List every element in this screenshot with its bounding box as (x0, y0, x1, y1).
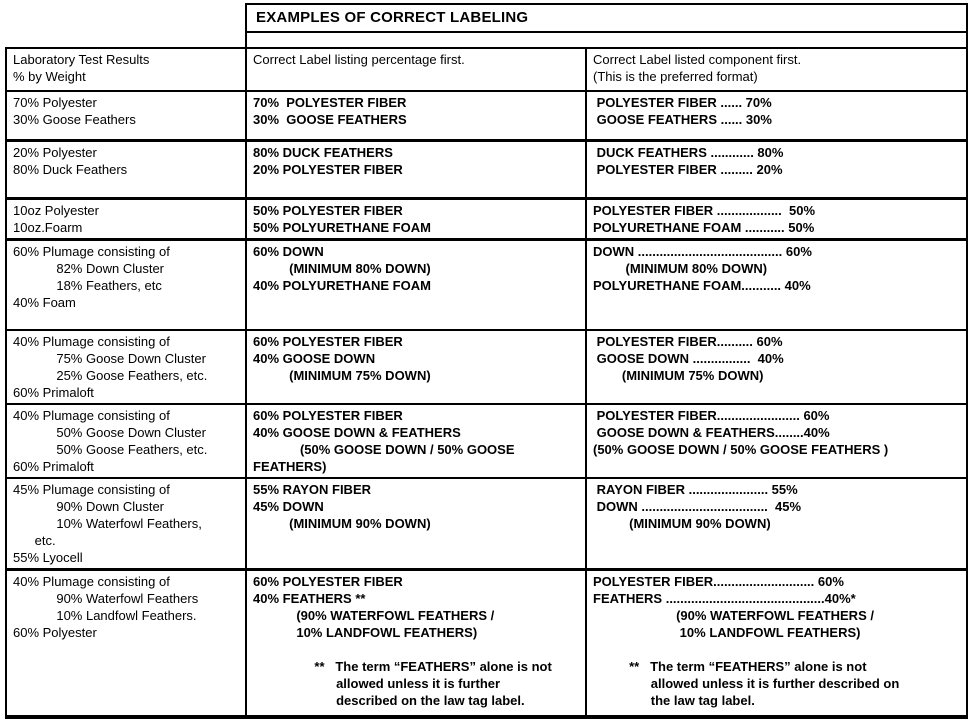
cell-line: 60% POLYESTER FIBER (253, 334, 403, 349)
cell-line: (MINIMUM 80% DOWN) (593, 261, 768, 276)
cell-line: 18% Feathers, etc (13, 278, 162, 293)
cell-line: ** The term “FEATHERS” alone is not (253, 659, 552, 674)
cell-line: Laboratory Test Results (13, 52, 150, 67)
cell-line: (MINIMUM 80% DOWN) (253, 261, 431, 276)
cell-line: POLYURETHANE FOAM........... 40% (593, 278, 811, 293)
cell-line: (50% GOOSE DOWN / 50% GOOSE (253, 442, 515, 457)
percentage-first-cell (247, 241, 587, 329)
table-row (7, 477, 966, 568)
cell-line: 10% Waterfowl Feathers, (13, 516, 202, 531)
cell-line: 80% Duck Feathers (13, 162, 128, 177)
cell-line: POLYESTER FIBER....................... 60% (593, 408, 830, 423)
cell-line: 10% Landfowl Feathers. (13, 608, 197, 623)
cell-line: 70% Polyester (13, 95, 97, 110)
cell-line: (This is the preferred format) (593, 69, 758, 84)
table-row (7, 329, 966, 403)
percentage-first-cell (247, 571, 587, 715)
table-body (5, 47, 968, 719)
cell-line: 40% Foam (13, 295, 76, 310)
lab-results-cell (7, 241, 247, 329)
cell-line: (MINIMUM 75% DOWN) (593, 368, 764, 383)
percentage-first-cell (247, 479, 587, 568)
lab-results-header (7, 49, 247, 90)
cell-line: (90% WATERFOWL FEATHERS / (593, 608, 874, 623)
cell-line: 45% Plumage consisting of (13, 482, 170, 497)
cell-line: (MINIMUM 75% DOWN) (253, 368, 431, 383)
cell-line: 60% Polyester (13, 625, 97, 640)
cell-line: (90% WATERFOWL FEATHERS / (253, 608, 495, 623)
cell-line: 40% FEATHERS ** (253, 591, 366, 606)
cell-line: % by Weight (13, 69, 86, 84)
cell-line: 60% Primaloft (13, 385, 94, 400)
component-first-cell (587, 331, 966, 403)
cell-line: 40% GOOSE DOWN & FEATHERS (253, 425, 461, 440)
cell-line: DUCK FEATHERS ............ 80% (593, 145, 784, 160)
cell-line: 30% GOOSE FEATHERS (253, 112, 407, 127)
lab-results-cell (7, 571, 247, 715)
component-first-cell (587, 200, 966, 238)
cell-line: GOOSE DOWN ................ 40% (593, 351, 784, 366)
cell-line: POLYESTER FIBER............................ 60% (593, 574, 844, 589)
cell-line: 60% Primaloft (13, 459, 94, 474)
cell-line: (MINIMUM 90% DOWN) (593, 516, 771, 531)
percentage-first-cell (247, 331, 587, 403)
cell-line: 55% Lyocell (13, 550, 83, 565)
percentage-first-cell (247, 405, 587, 477)
table-row (7, 90, 966, 139)
cell-line: 55% RAYON FIBER (253, 482, 371, 497)
cell-line: (MINIMUM 90% DOWN) (253, 516, 431, 531)
percentage-first-header (247, 49, 587, 90)
cell-line (253, 641, 581, 658)
cell-line: etc. (13, 533, 56, 548)
cell-line: 10% LANDFOWL FEATHERS) (253, 625, 478, 640)
title-row-spacer (5, 3, 245, 47)
component-first-cell (587, 241, 966, 329)
table-row (7, 568, 966, 715)
cell-line: 40% POLYURETHANE FOAM (253, 278, 431, 293)
cell-line: (50% GOOSE DOWN / 50% GOOSE FEATHERS ) (593, 442, 889, 457)
table-row (7, 403, 966, 477)
cell-line: 10oz.Foarm (13, 220, 83, 235)
component-first-cell (587, 479, 966, 568)
cell-line: the law tag label. (593, 693, 755, 708)
cell-line: 40% GOOSE DOWN (253, 351, 376, 366)
cell-line: GOOSE DOWN & FEATHERS........40% (593, 425, 830, 440)
lab-results-cell (7, 200, 247, 238)
cell-line: 60% DOWN (253, 244, 324, 259)
cell-line: 90% Waterfowl Feathers (13, 591, 199, 606)
cell-line: 50% POLYESTER FIBER (253, 203, 403, 218)
table-row (7, 197, 966, 238)
cell-line: 25% Goose Feathers, etc. (13, 368, 208, 383)
lab-results-cell (7, 331, 247, 403)
cell-line: POLYESTER FIBER ......... 20% (593, 162, 783, 177)
cell-line: 50% Goose Feathers, etc. (13, 442, 208, 457)
cell-line: POLYESTER FIBER .................. 50% (593, 203, 816, 218)
cell-line (593, 641, 962, 658)
component-first-cell (587, 571, 966, 715)
table-header-row (7, 49, 966, 90)
cell-line: ** The term “FEATHERS” alone is not (593, 659, 867, 674)
cell-line: 60% Plumage consisting of (13, 244, 170, 259)
lab-results-cell (7, 142, 247, 197)
component-first-cell (587, 142, 966, 197)
cell-line: 40% Plumage consisting of (13, 408, 170, 423)
cell-line: Correct Label listing percentage first. (253, 52, 465, 67)
cell-line: DOWN ................................... 45% (593, 499, 802, 514)
cell-line: allowed unless it is further described on (593, 676, 900, 691)
cell-line: 20% POLYESTER FIBER (253, 162, 403, 177)
percentage-first-cell (247, 142, 587, 197)
labeling-table (5, 3, 968, 719)
cell-line: Correct Label listed component first. (593, 52, 802, 67)
cell-line: 50% POLYURETHANE FOAM (253, 220, 431, 235)
cell-line: 82% Down Cluster (13, 261, 164, 276)
component-first-header (587, 49, 966, 90)
percentage-first-cell (247, 200, 587, 238)
cell-line: 50% Goose Down Cluster (13, 425, 206, 440)
cell-line: RAYON FIBER ...................... 55% (593, 482, 798, 497)
cell-line: 60% POLYESTER FIBER (253, 574, 403, 589)
cell-line: 90% Down Cluster (13, 499, 164, 514)
cell-line: DOWN ........................................ 60% (593, 244, 812, 259)
percentage-first-cell (247, 92, 587, 139)
cell-line: 20% Polyester (13, 145, 97, 160)
table-title-row (5, 3, 968, 47)
cell-line: allowed unless it is further (253, 676, 501, 691)
cell-line: described on the law tag label. (253, 693, 525, 708)
cell-line: 70% POLYESTER FIBER (253, 95, 407, 110)
cell-line: FEATHERS) (253, 459, 327, 474)
cell-line: 40% Plumage consisting of (13, 574, 170, 589)
cell-line: 45% DOWN (253, 499, 324, 514)
cell-line: 30% Goose Feathers (13, 112, 136, 127)
cell-line: 10oz Polyester (13, 203, 99, 218)
component-first-cell (587, 405, 966, 477)
cell-line: POLYURETHANE FOAM ........... 50% (593, 220, 815, 235)
cell-line: FEATHERS ............................................40%* (593, 591, 856, 606)
lab-results-cell (7, 92, 247, 139)
table-row (7, 139, 966, 197)
cell-line: 40% Plumage consisting of (13, 334, 170, 349)
title-box (245, 3, 968, 47)
table-row (7, 238, 966, 329)
cell-line: POLYESTER FIBER.......... 60% (593, 334, 783, 349)
cell-line: 80% DUCK FEATHERS (253, 145, 393, 160)
lab-results-cell (7, 479, 247, 568)
lab-results-cell (7, 405, 247, 477)
table-title: EXAMPLES OF CORRECT LABELING (247, 5, 966, 33)
cell-line: 10% LANDFOWL FEATHERS) (593, 625, 861, 640)
component-first-cell (587, 92, 966, 139)
cell-line: 60% POLYESTER FIBER (253, 408, 403, 423)
cell-line: POLYESTER FIBER ...... 70% (593, 95, 772, 110)
cell-line: GOOSE FEATHERS ...... 30% (593, 112, 772, 127)
cell-line: 75% Goose Down Cluster (13, 351, 206, 366)
